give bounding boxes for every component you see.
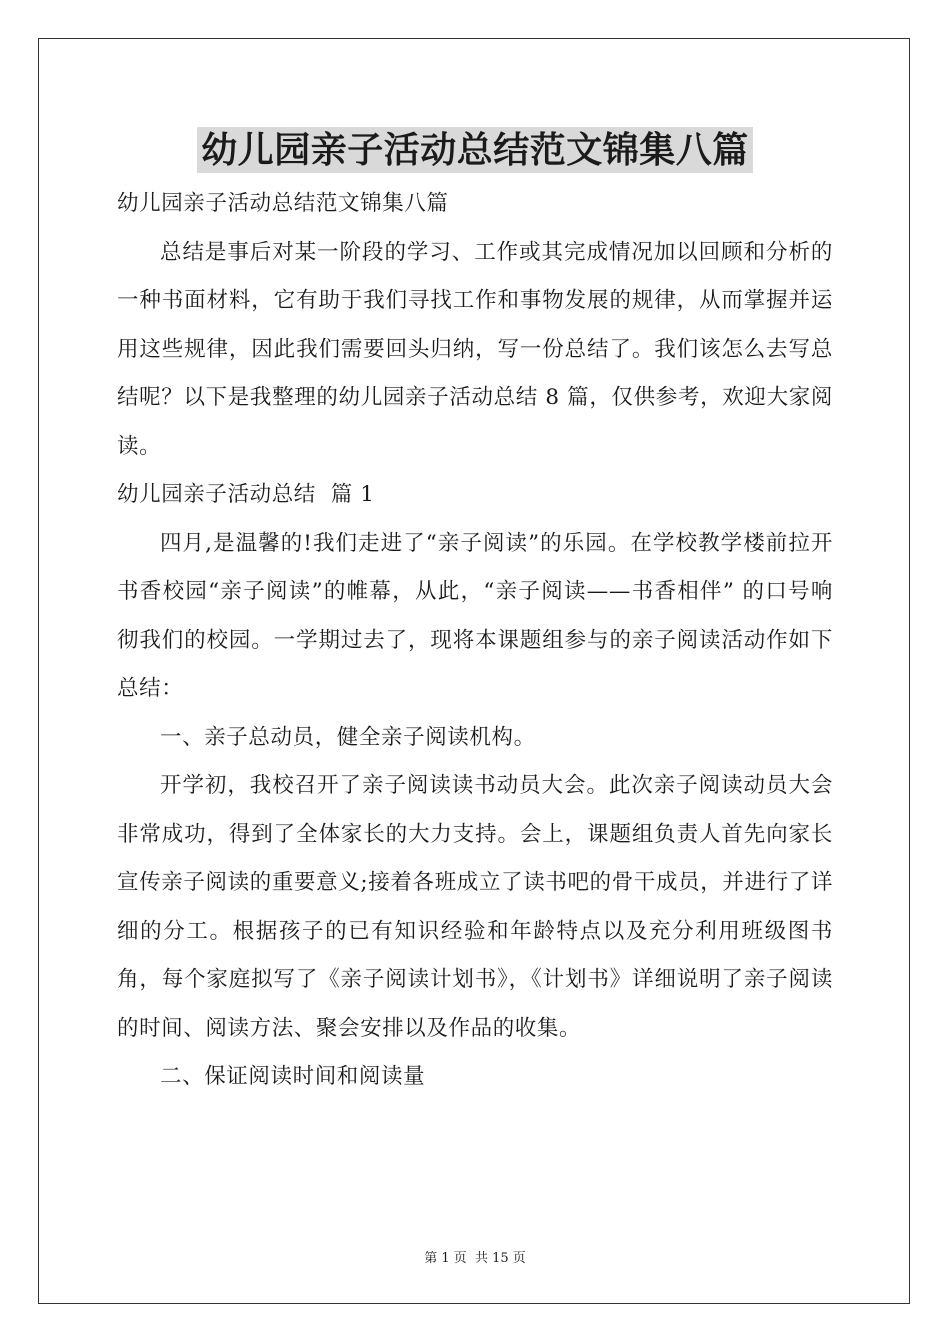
point-1-heading: 一、亲子总动员，健全亲子阅读机构。 (160, 724, 536, 750)
document-body (117, 180, 833, 1102)
intro-paragraph: 总结是事后对某一阶段的学习、工作或其完成情况加以回顾和分析的一种书面材料，它有助于我们寻找工作和事物发展的规律，从而掌握并运用这些规律，因此我们需要回头归纳，写一份总结了。我们该怎么去写总结呢？以下是我整理的幼儿园亲子活动总结 8 篇，仅供参考，欢迎大家阅读。 (117, 239, 833, 459)
paragraph-2: 开学初，我校召开了亲子阅读读书动员大会。此次亲子阅读动员大会非常成功，得到了全体家长的大力支持。会上，课题组负责人首先向家长宣传亲子阅读的重要意义;接着各班成立了读书吧的骨干成员，并进行了详细的分工。根据孩子的已有知识经验和年龄特点以及充分利用班级图书角，每个家庭拟写了《亲子阅读计划书》，《计划书》详细说明了亲子阅读的时间、阅读方法、聚会安排以及作品的收集。 (117, 773, 833, 1041)
page-total: 共 15 页 (474, 1251, 526, 1266)
subtitle: 幼儿园亲子活动总结范文锦集八篇 (117, 191, 449, 216)
paragraph-1: 四月,是温馨的!我们走进了“亲子阅读”的乐园。在学校教学楼前拉开书香校园“亲子阅读”的帷幕，从此，“亲子阅读——书香相伴” 的口号响彻我们的校园。一学期过去了，现将本课题组参与的亲子阅读活动作如下总结： (117, 530, 833, 701)
page-number: 第 1 页 (424, 1251, 467, 1266)
document-title: 幼儿园亲子活动总结范文锦集八篇 (197, 127, 753, 173)
title-container (0, 127, 950, 173)
section-heading: 幼儿园亲子活动总结 篇 1 (117, 482, 375, 507)
page-footer (0, 1247, 950, 1266)
point-2-heading: 二、保证阅读时间和阅读量 (160, 1064, 426, 1089)
